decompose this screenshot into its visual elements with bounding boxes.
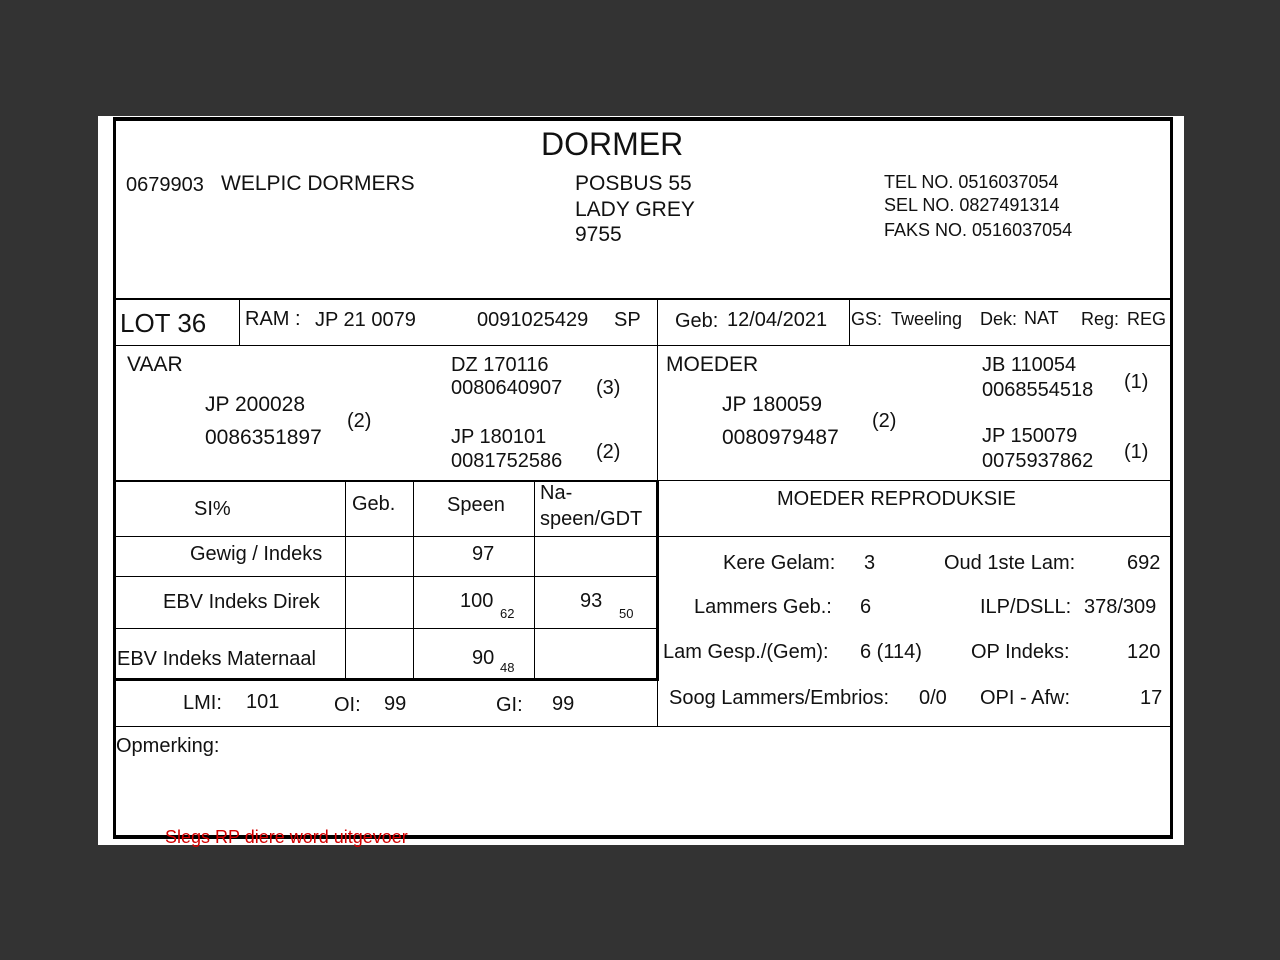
gs-value: Tweeling — [891, 309, 963, 329]
speen-value: 90 — [472, 647, 495, 669]
ram-label: RAM : — [245, 308, 301, 330]
birth-label: Geb: — [675, 310, 719, 332]
divider — [114, 576, 658, 577]
faks-number: FAKS NO. 0516037054 — [884, 220, 1073, 240]
speen-value: 97 — [472, 543, 495, 565]
divider — [657, 299, 658, 345]
breed-title: DORMER — [541, 126, 684, 162]
lammers-value: 6 — [860, 596, 872, 618]
opi-value: 17 — [1140, 687, 1163, 709]
geb-header: Geb. — [352, 493, 396, 515]
sire-label: VAAR — [127, 353, 183, 376]
sire-sire-registration: 0080640907 — [451, 377, 563, 399]
sire-dam-count: (2) — [596, 441, 621, 463]
divider — [114, 678, 659, 681]
dam-id: JP 180059 — [722, 393, 823, 416]
birth-date: 12/04/2021 — [727, 309, 828, 331]
remarks-label: Opmerking: — [116, 735, 220, 757]
sire-registration: 0086351897 — [205, 426, 322, 449]
dam-registration: 0080979487 — [722, 426, 839, 449]
address-line-2: LADY GREY — [575, 198, 695, 221]
op-label: OP Indeks: — [971, 641, 1070, 663]
sire-dam-registration: 0081752586 — [451, 450, 563, 472]
naspeen-header: speen/GDT — [540, 508, 643, 530]
gesp-value: 6 (114) — [860, 641, 922, 663]
sire-count: (2) — [347, 410, 372, 432]
dam-dam-registration: 0075937862 — [982, 450, 1094, 472]
divider — [345, 481, 346, 679]
footer-note-text: Slegs RP diere word uitgevoer — [165, 827, 408, 847]
reproduction-title: MOEDER REPRODUKSIE — [777, 488, 1016, 510]
ilp-value: 378/309 — [1084, 596, 1157, 618]
reg-label: Reg: — [1081, 309, 1120, 329]
oud-label: Oud 1ste Lam: — [944, 552, 1076, 574]
dam-dam-id: JP 150079 — [982, 425, 1078, 447]
ram-id: JP 21 0079 — [315, 309, 416, 331]
gs-label: GS: — [851, 309, 883, 329]
row-label: EBV Indeks Direk — [163, 591, 320, 613]
gi-value: 99 — [552, 693, 575, 715]
kere-label: Kere Gelam: — [723, 552, 836, 574]
dek-value: NAT — [1024, 308, 1059, 328]
footer-note — [165, 827, 1125, 847]
divider — [239, 299, 240, 345]
divider — [534, 481, 535, 679]
divider — [656, 481, 659, 680]
divider — [114, 628, 658, 629]
oi-label: OI: — [334, 694, 361, 716]
dam-dam-count: (1) — [1124, 441, 1149, 463]
naspeen-subscript: 50 — [619, 606, 634, 621]
op-value: 120 — [1127, 641, 1161, 663]
sire-id: JP 200028 — [205, 393, 306, 416]
divider — [114, 536, 658, 537]
speen-value: 100 — [460, 590, 494, 612]
reg-value: REG — [1127, 309, 1167, 329]
speen-subscript: 62 — [500, 606, 515, 621]
oud-value: 692 — [1127, 552, 1161, 574]
sire-sire-count: (3) — [596, 377, 621, 399]
lammers-label: Lammers Geb.: — [694, 596, 832, 618]
soog-value: 0/0 — [919, 687, 947, 709]
divider — [114, 345, 1172, 346]
divider — [849, 299, 850, 345]
ram-grade: SP — [614, 309, 641, 331]
lot-number: LOT 36 — [120, 308, 207, 338]
tel-number: TEL NO. 0516037054 — [884, 172, 1059, 192]
dam-sire-id: JB 110054 — [982, 354, 1077, 376]
dam-label: MOEDER — [666, 353, 759, 376]
dam-sire-registration: 0068554518 — [982, 379, 1094, 401]
si-header: SI% — [194, 498, 231, 520]
divider — [657, 680, 658, 726]
divider — [413, 481, 414, 679]
divider — [114, 480, 659, 482]
dam-sire-count: (1) — [1124, 371, 1149, 393]
ilp-label: ILP/DSLL: — [980, 596, 1072, 618]
dek-label: Dek: — [980, 309, 1018, 329]
row-label: EBV Indeks Maternaal — [117, 648, 316, 670]
row-label: Gewig / Indeks — [190, 543, 323, 565]
ram-registration: 0091025429 — [477, 309, 589, 331]
divider — [659, 536, 1172, 537]
kere-value: 3 — [864, 552, 876, 574]
gesp-label: Lam Gesp./(Gem): — [663, 641, 829, 663]
gi-label: GI: — [496, 694, 523, 716]
lmi-label: LMI: — [183, 692, 222, 714]
dam-count: (2) — [872, 410, 897, 432]
sire-sire-id: DZ 170116 — [451, 354, 549, 376]
opi-label: OPI - Afw: — [980, 687, 1071, 709]
sire-dam-id: JP 180101 — [451, 426, 547, 448]
divider — [657, 345, 658, 480]
sel-number: SEL NO. 0827491314 — [884, 195, 1060, 215]
divider — [114, 726, 1172, 727]
divider — [114, 298, 1172, 300]
speen-subscript: 48 — [500, 660, 515, 675]
oi-value: 99 — [384, 693, 407, 715]
naspeen-value: 93 — [580, 590, 603, 612]
address-line-3: 9755 — [575, 223, 622, 246]
address-line-1: POSBUS 55 — [575, 172, 692, 195]
lmi-value: 101 — [246, 691, 280, 713]
na-header: Na- — [540, 482, 573, 504]
breeder-number: 0679903 — [126, 174, 204, 196]
breeder-name: WELPIC DORMERS — [221, 172, 415, 195]
speen-header: Speen — [447, 494, 505, 516]
soog-label: Soog Lammers/Embrios: — [669, 687, 890, 709]
divider — [659, 480, 1172, 481]
